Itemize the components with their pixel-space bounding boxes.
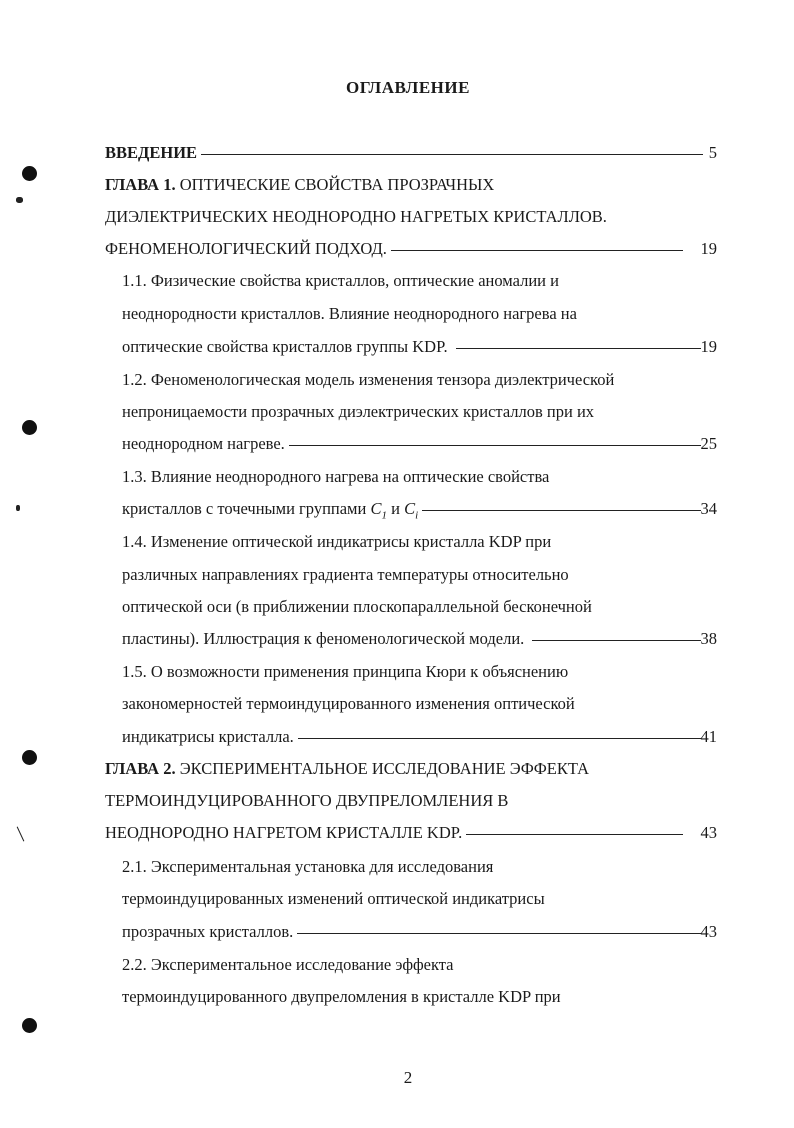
toc-chapter-1-line2 — [105, 206, 607, 228]
toc-chapter-1-line1[interactable] — [105, 174, 494, 196]
symbol-subscript: i — [415, 509, 419, 522]
toc-chapter-1-line3[interactable] — [105, 238, 717, 260]
toc-section-2-1-line3[interactable] — [122, 921, 717, 943]
leader-line — [297, 933, 700, 934]
chapter-title-text: ОПТИЧЕСКИЕ СВОЙСТВА ПРОЗРАЧНЫХ — [175, 175, 495, 194]
leader-line — [466, 834, 682, 835]
leader-line — [391, 250, 683, 251]
section-title-text: непроницаемости прозрачных диэлектрических кристаллов при их — [122, 402, 595, 421]
symbol-base: C — [404, 499, 416, 518]
chapter-title-text: ДИЭЛЕКТРИЧЕСКИХ НЕОДНОРОДНО НАГРЕТЫХ КРИСТАЛЛОВ. — [105, 207, 607, 226]
leader-line — [532, 640, 700, 641]
toc-section-1-2-line3[interactable] — [122, 433, 717, 455]
chapter-title-text: ЭКСПЕРИМЕНТАЛЬНОЕ ИССЛЕДОВАНИЕ ЭФФЕКТА — [175, 759, 590, 778]
section-title-text: оптические свойства кристаллов группы KDP. — [122, 337, 452, 356]
toc-section-1-4-line2 — [122, 564, 569, 586]
page-number: 2 — [403, 1068, 413, 1087]
toc-page-number: 19 — [700, 239, 717, 258]
toc-entry-intro[interactable] — [105, 142, 717, 164]
point-group-c1 — [370, 498, 387, 526]
conjunction-text: и — [386, 499, 405, 518]
chapter-title-text: ТЕРМОИНДУЦИРОВАННОГО ДВУПРЕЛОМЛЕНИЯ В — [105, 791, 509, 810]
leader-line — [289, 445, 701, 446]
toc-page-number: 41 — [700, 727, 717, 746]
toc-section-1-3-line1[interactable] — [122, 466, 549, 488]
toc-section-1-4-line4[interactable] — [122, 628, 717, 650]
section-title-text: термоиндуцированного двупреломления в кристалле KDP при — [122, 987, 561, 1006]
toc-page-number: 25 — [700, 434, 717, 453]
section-title-text: 1.2. Феноменологическая модель изменения тензора диэлектрической — [122, 370, 615, 389]
toc-section-1-5-line3[interactable] — [122, 726, 717, 748]
section-title-text: 2.2. Экспериментальное исследование эффекта — [122, 955, 454, 974]
section-title-text: кристаллов с точечными группами — [122, 499, 371, 518]
toc-section-1-4-line3 — [122, 596, 592, 618]
section-title-text: 1.5. О возможности применения принципа Кюри к объяснению — [122, 662, 569, 681]
point-group-ci — [404, 498, 418, 526]
toc-chapter-2-line3[interactable] — [105, 822, 717, 844]
punch-hole — [22, 1018, 37, 1033]
toc-page-number: 38 — [700, 629, 717, 648]
scan-speck — [16, 197, 23, 203]
toc-page-number: 5 — [708, 143, 717, 162]
chapter-prefix: ГЛАВА 1. — [105, 175, 176, 194]
leader-line — [422, 510, 700, 511]
punch-hole — [22, 750, 37, 765]
section-title-text: закономерностей термоиндуцированного изменения оптической — [122, 694, 575, 713]
scan-speck — [16, 505, 20, 511]
section-title-text: термоиндуцированных изменений оптической индикатрисы — [122, 889, 545, 908]
section-title-text: 1.3. Влияние неоднородного нагрева на оптические свойства — [122, 467, 550, 486]
section-title-text: неоднородном нагреве. — [122, 434, 285, 453]
chapter-prefix: ГЛАВА 2. — [105, 759, 176, 778]
section-title-text: 2.1. Экспериментальная установка для исследования — [122, 857, 494, 876]
section-title-text: различных направлениях градиента температуры относительно — [122, 565, 569, 584]
scan-speck — [17, 827, 25, 842]
toc-section-1-5-line2 — [122, 693, 575, 715]
symbol-subscript: 1 — [381, 509, 387, 522]
toc-section-1-1-line3[interactable] — [122, 336, 717, 358]
leader-line — [201, 154, 703, 155]
toc-section-1-3-line2[interactable] — [122, 498, 717, 520]
punch-hole — [22, 420, 37, 435]
toc-section-1-2-line1[interactable] — [122, 369, 614, 391]
toc-section-1-4-line1[interactable] — [122, 531, 551, 553]
toc-section-1-1-line1[interactable] — [122, 270, 559, 292]
leader-line — [456, 348, 701, 349]
toc-page-number: 19 — [700, 337, 717, 356]
punch-hole — [22, 166, 37, 181]
section-title-text: 1.4. Изменение оптической индикатрисы кристалла KDP при — [122, 532, 552, 551]
toc-section-1-5-line1[interactable] — [122, 661, 568, 683]
chapter-title-text: ФЕНОМЕНОЛОГИЧЕСКИЙ ПОДХОД. — [105, 239, 387, 258]
symbol-base: C — [370, 499, 382, 518]
toc-section-1-1-line2 — [122, 303, 577, 325]
chapter-title-text: НЕОДНОРОДНО НАГРЕТОМ КРИСТАЛЛЕ KDP. — [105, 823, 463, 842]
toc-page-number: 43 — [700, 922, 717, 941]
toc-section-2-2-line2 — [122, 986, 561, 1008]
toc-page-number: 34 — [700, 499, 717, 518]
section-title-text: неоднородности кристаллов. Влияние неоднородного нагрева на — [122, 304, 577, 323]
toc-section-2-1-line1[interactable] — [122, 856, 493, 878]
section-title-text: пластины). Иллюстрация к феноменологической модели. — [122, 629, 529, 648]
toc-chapter-2-line2 — [105, 790, 508, 812]
section-title-text: 1.1. Физические свойства кристаллов, оптические аномалии и — [122, 271, 559, 290]
leader-line — [298, 738, 701, 739]
section-title-text: прозрачных кристаллов. — [122, 922, 294, 941]
section-title-text: индикатрисы кристалла. — [122, 727, 294, 746]
page-title: ОГЛАВЛЕНИЕ — [346, 78, 470, 97]
toc-page-number: 43 — [700, 823, 717, 842]
toc-section-1-2-line2 — [122, 401, 594, 423]
toc-section-2-2-line1[interactable] — [122, 954, 454, 976]
section-title-text: оптической оси (в приближении плоскопараллельной бесконечной — [122, 597, 592, 616]
toc-section-2-1-line2 — [122, 888, 545, 910]
toc-chapter-2-line1[interactable] — [105, 758, 589, 780]
toc-entry-label: ВВЕДЕНИЕ — [105, 143, 198, 162]
